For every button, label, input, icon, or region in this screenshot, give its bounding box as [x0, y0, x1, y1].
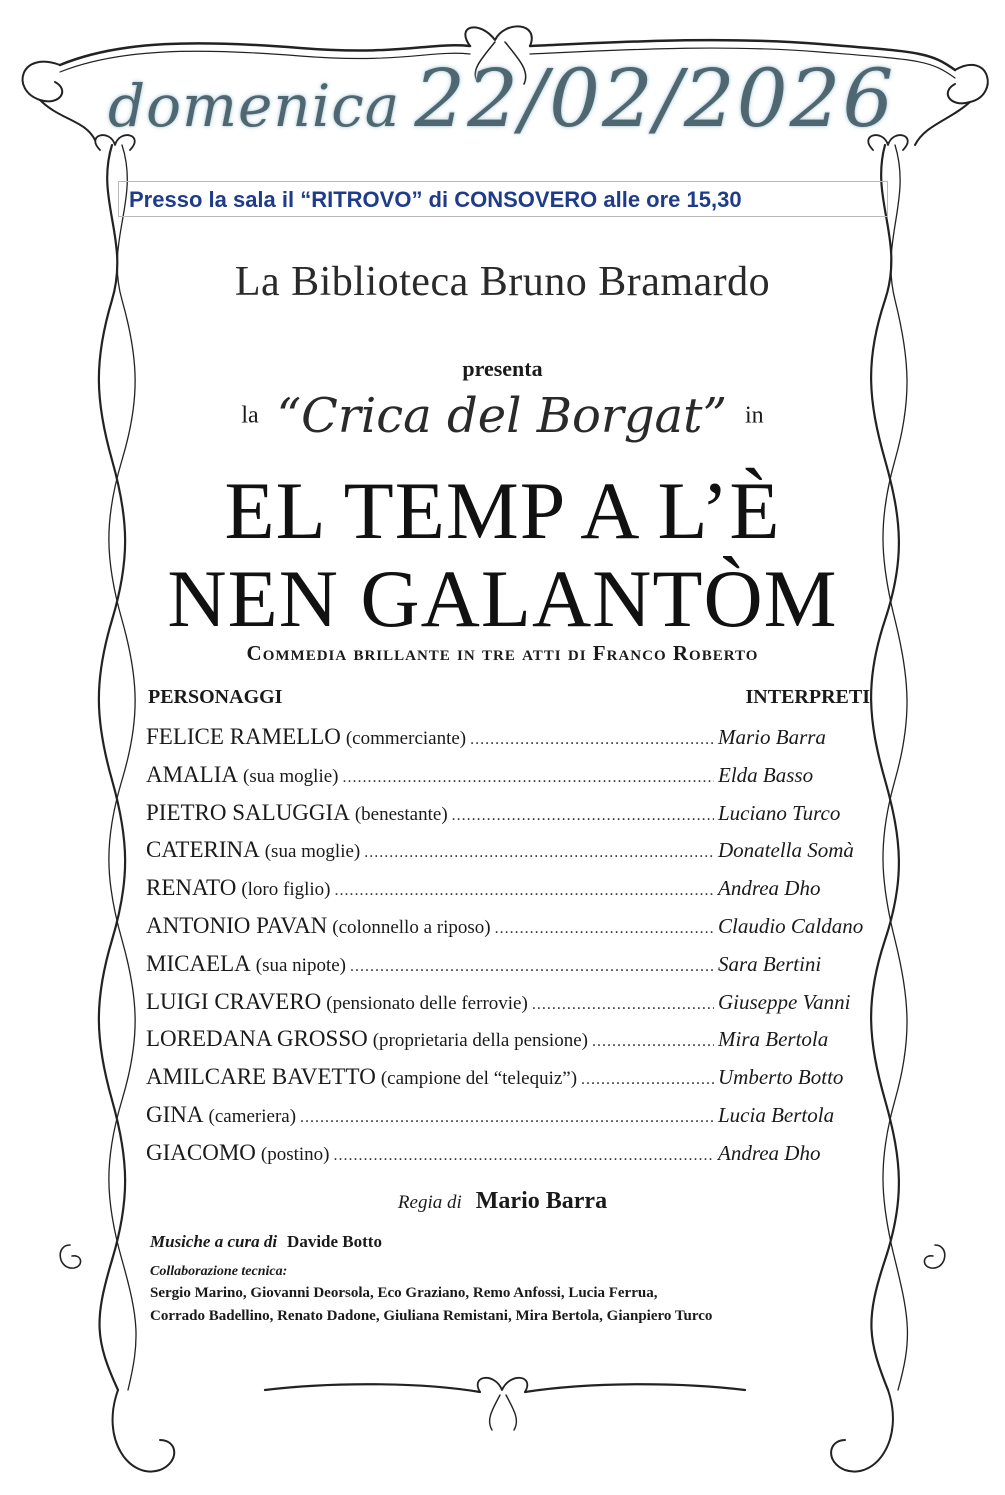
- actors-header: INTERPRETI: [745, 686, 870, 708]
- actor-name: Elda Basso: [718, 762, 814, 787]
- character-name: AMILCARE BAVETTO: [146, 1064, 376, 1090]
- technical-names-line-1: Sergio Marino, Giovanni Deorsola, Eco Graziano, Remo Anfossi, Lucia Ferrua,: [150, 1285, 658, 1301]
- dot-leader: [334, 1147, 715, 1165]
- dot-leader: [532, 996, 714, 1014]
- cast-row: [146, 875, 868, 913]
- actor-name: Luciano Turco: [718, 800, 841, 825]
- actor-name: Mira Bertola: [718, 1027, 829, 1052]
- event-weekday: domenica: [108, 72, 401, 140]
- company-line: [0, 388, 1005, 444]
- character-role: (commerciante): [345, 728, 467, 749]
- character-name: LUIGI CRAVERO: [146, 988, 322, 1014]
- character-role: (sua moglie): [264, 841, 361, 863]
- character-role: (benestante): [354, 803, 448, 825]
- play-title-line-2: NEN GALANTÒM: [167, 553, 838, 644]
- actor-name: Lucia Bertola: [718, 1102, 835, 1127]
- character-name: MICAELA: [146, 950, 251, 976]
- dot-leader: [581, 1071, 714, 1089]
- cast-row: [146, 989, 868, 1027]
- character-name: GIACOMO: [146, 1139, 256, 1165]
- cast-row: [146, 762, 868, 800]
- character-name: PIETRO SALUGGIA: [146, 799, 350, 825]
- character-role: (campione del “telequiz”): [380, 1068, 578, 1090]
- cast-header: [148, 686, 870, 716]
- character-name: AMALIA: [146, 761, 238, 787]
- actor-name: Giuseppe Vanni: [718, 989, 851, 1014]
- character-role: (sua moglie): [243, 765, 339, 787]
- play-subtitle: Commedia brillante in tre atti di Franco Roberto: [246, 641, 759, 665]
- actor-name: Claudio Caldano: [718, 913, 864, 938]
- character-name: RENATO: [146, 875, 237, 901]
- cast-row: [146, 837, 868, 875]
- character-role: (loro figlio): [241, 879, 331, 901]
- play-title-line-1: EL TEMP A L’È: [224, 465, 781, 556]
- technical-label: Collaborazione tecnica:: [150, 1264, 288, 1279]
- dot-leader: [495, 920, 714, 938]
- character-name: GINA: [146, 1101, 204, 1127]
- event-date: [108, 52, 928, 152]
- dot-leader: [343, 769, 714, 787]
- dot-leader: [364, 844, 714, 862]
- character-name: ANTONIO PAVAN: [146, 912, 328, 938]
- cast-row: [146, 1064, 868, 1102]
- dot-leader: [452, 807, 714, 825]
- actor-name: Andrea Dho: [718, 1140, 821, 1165]
- cast-row: [146, 800, 868, 838]
- cast-row: [146, 1026, 868, 1064]
- character-role: (postino): [260, 1143, 330, 1165]
- dot-leader: [300, 1109, 714, 1127]
- music-credit: [150, 1232, 382, 1252]
- company-prefix: la: [241, 402, 259, 429]
- actor-name: Sara Bertini: [718, 951, 822, 976]
- character-name: FELICE RAMELLO: [146, 724, 341, 749]
- cast-row: [146, 951, 868, 989]
- character-role: (pensionato delle ferrovie): [326, 992, 528, 1014]
- actor-name: Mario Barra: [718, 725, 826, 749]
- actor-name: Umberto Botto: [718, 1065, 844, 1090]
- actor-name: Andrea Dho: [718, 876, 821, 901]
- dot-leader: [350, 958, 714, 976]
- cast-list: [146, 724, 868, 1178]
- director-line: [0, 1188, 1005, 1215]
- character-role: (sua nipote): [255, 954, 347, 976]
- technical-names-line-2: Corrado Badellino, Renato Dadone, Giuliana Remistani, Mira Bertola, Gianpiero Turco: [150, 1308, 713, 1324]
- cast-row: [146, 913, 868, 951]
- director-label: Regia di: [397, 1192, 462, 1213]
- organizer-name: La Biblioteca Bruno Bramardo: [234, 259, 771, 305]
- presents-label: presenta: [462, 356, 543, 381]
- venue-line: Presso la sala il “RITROVO” di CONSOVERO alle ore 15,30: [118, 181, 888, 217]
- dot-leader: [470, 731, 714, 749]
- director-name: Mario Barra: [475, 1188, 608, 1214]
- company-suffix: in: [745, 402, 764, 429]
- music-name: Davide Botto: [287, 1232, 382, 1251]
- event-date-value: 22/02/2026: [414, 52, 896, 145]
- characters-header: PERSONAGGI: [148, 686, 283, 708]
- actor-name: Donatella Somà: [718, 838, 854, 863]
- character-name: CATERINA: [146, 837, 260, 863]
- cast-row: [146, 1140, 868, 1178]
- cast-row: [146, 724, 868, 762]
- dot-leader: [335, 882, 715, 900]
- character-role: (proprietaria della pensione): [372, 1030, 588, 1052]
- character-name: LOREDANA GROSSO: [146, 1026, 368, 1052]
- character-role: (cameriera): [208, 1105, 297, 1127]
- company-name: “Crica del Borgat”: [276, 388, 727, 444]
- dot-leader: [592, 1033, 714, 1051]
- cast-row: [146, 1102, 868, 1140]
- character-role: (colonnello a riposo): [332, 916, 491, 938]
- music-label: Musiche a cura di: [150, 1232, 278, 1251]
